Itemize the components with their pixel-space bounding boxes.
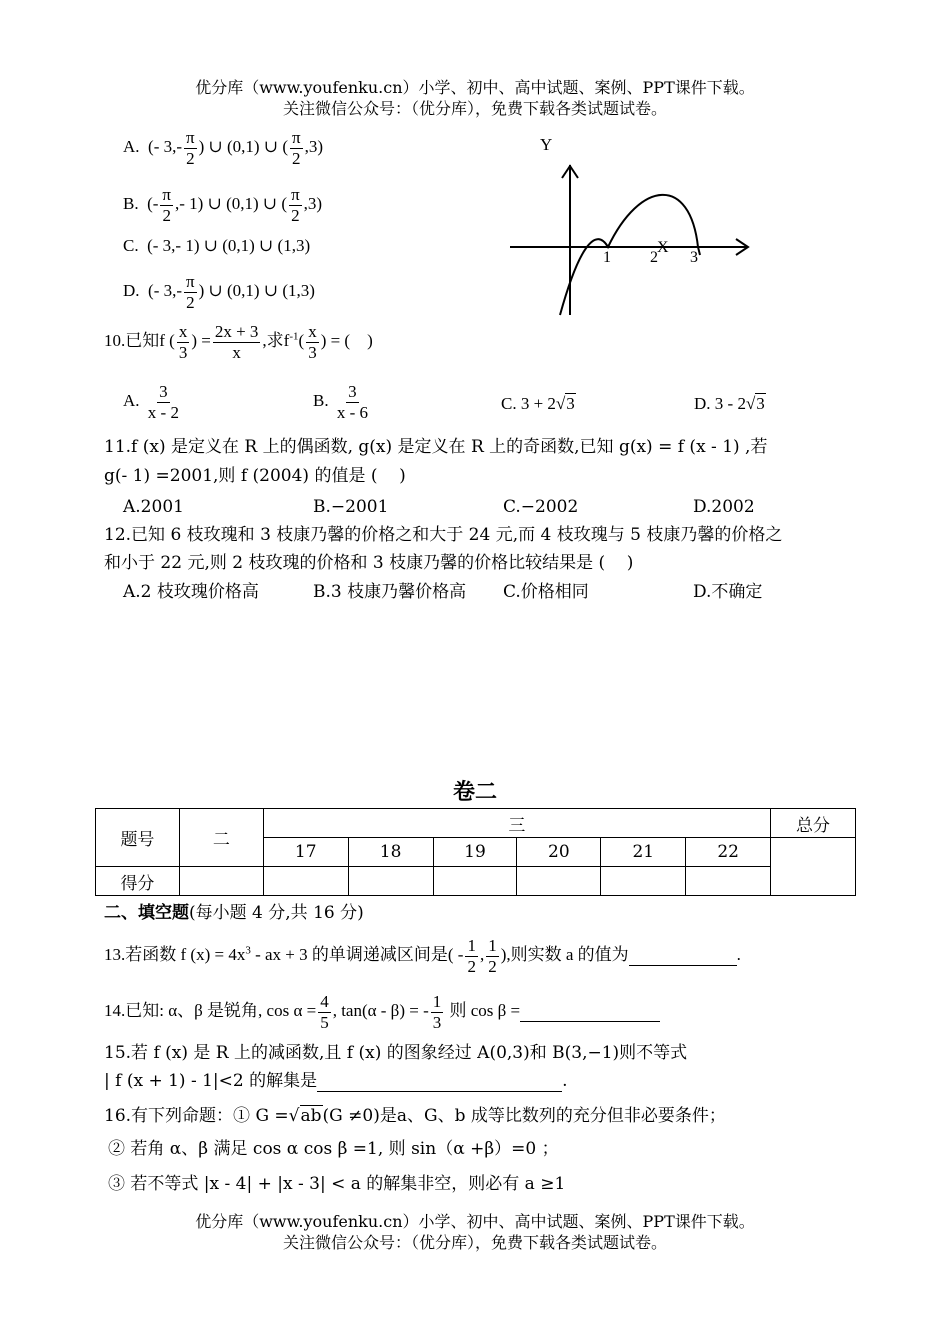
q15-line-1: 15.若 f (x) 是 R 上的减函数,且 f (x) 的图象经过 A(0,3)和 B(3,−1)则不等式	[104, 1043, 688, 1063]
table-header-number: 题号	[96, 809, 180, 867]
q14-answer-blank[interactable]	[520, 1001, 660, 1022]
table-score-label: 得分	[96, 867, 180, 896]
section-heading: 二、填空题(每小题 4 分,共 16 分)	[104, 903, 364, 923]
q11-option-a: A.2001	[123, 497, 184, 517]
q10-option-b: B. $\frac{3}{x - 6}$	[313, 382, 369, 422]
table-total-cell[interactable]	[771, 838, 856, 896]
q11-option-d: D.2002	[693, 497, 755, 517]
score-cell-22[interactable]	[686, 867, 771, 896]
q11-option-b: B.−2001	[313, 497, 389, 517]
tick-3: 3	[690, 249, 698, 266]
table-col-20: 20	[517, 838, 601, 867]
q9-option-a: A. (- 3,- $\frac{\pi}{2}$ ) ∪ (0,1) ∪ ( $\frac{\pi}{2}$ ,3)	[123, 128, 324, 168]
score-table	[95, 808, 856, 896]
q12-option-c: C.价格相同	[503, 582, 589, 602]
q12-line-1: 12.已知 6 枝玫瑰和 3 枝康乃馨的价格之和大于 24 元,而 4 枝玫瑰与 5 枝康乃馨的价格之	[104, 525, 783, 545]
q9-option-c: C. (- 3,- 1) ∪ (0,1) ∪ (1,3)	[123, 236, 311, 255]
q16-line-3: ③ 若不等式 |x - 4| + |x - 3| < a 的解集非空，则必有 a ≥1	[108, 1174, 566, 1194]
table-col-22: 22	[686, 838, 771, 867]
q14: 14.已知: α、β 是锐角, cos α = $\frac{4}{5}$ , tan(α - β) = - $\frac{1}{3}$ 则 cos β =	[104, 992, 660, 1032]
q9-option-d: D. (- 3,- $\frac{\pi}{2}$ ) ∪ (0,1) ∪ (1,3)	[123, 272, 315, 312]
q11-line-1: 11.f (x) 是定义在 R 上的偶函数, g(x) 是定义在 R 上的奇函数,已知 g(x) = f (x - 1) ,若	[104, 437, 768, 457]
q10-option-c: C. 3 + 2√3	[501, 394, 575, 413]
q15-answer-blank[interactable]	[317, 1071, 562, 1092]
q9-option-b: B. (- $\frac{\pi}{2}$ ,- 1) ∪ (0,1) ∪ ( $\frac{\pi}{2}$ ,3)	[123, 185, 323, 225]
header-line-2: 关注微信公众号：（优分库），免费下载各类试题试卷。	[282, 99, 667, 118]
q16-line-2: ② 若角 α、β 满足 cos α cos β =1, 则 sin（α +β）=0 ；	[108, 1139, 559, 1159]
q11-option-c: C.−2002	[503, 497, 579, 517]
tick-1: 1	[603, 249, 611, 266]
q10-option-a: A. $\frac{3}{x - 2}$	[123, 382, 179, 422]
table-col-21: 21	[601, 838, 686, 867]
score-cell-17[interactable]	[263, 867, 348, 896]
q10-option-d: D. 3 - 2√3	[694, 394, 765, 413]
score-cell-21[interactable]	[601, 867, 686, 896]
curve	[560, 195, 700, 315]
x-label: X	[657, 239, 669, 256]
tick-2: 2	[650, 249, 658, 266]
table-header-two: 二	[179, 809, 263, 867]
score-cell-18[interactable]	[348, 867, 433, 896]
function-graph	[500, 130, 760, 320]
y-label: Y	[540, 135, 553, 154]
score-cell-20[interactable]	[517, 867, 601, 896]
q12-option-d: D.不确定	[693, 582, 763, 602]
q16-line-1: 16.有下列命题：① G =√ab(G ≠0)是a、G、b 成等比数列的充分但非必要条件；	[104, 1106, 726, 1126]
q11-line-2: g(- 1) =2001,则 f (2004) 的值是 ( )	[104, 466, 406, 486]
score-cell-two[interactable]	[179, 867, 263, 896]
score-cell-19[interactable]	[433, 867, 517, 896]
header-line-1: 优分库（www.youfenku.cn）小学、初中、高中试题、案例、PPT课件下载。	[195, 78, 755, 97]
table-header-three: 三	[263, 809, 770, 838]
q12-option-b: B.3 枝康乃馨价格高	[313, 582, 467, 602]
q10-stem: 10.已知f ( $\frac{x}{3}$ ) = $\frac{2x + 3}{x}$ ,求$f^{-1}$( $\frac{x}{3}$ ) = ( )	[104, 322, 373, 362]
q12-line-2: 和小于 22 元,则 2 枝玫瑰的价格和 3 枝康乃馨的价格比较结果是 ( )	[104, 553, 634, 573]
q13: 13.若函数 f $(x) = 4x^3$ - ax + 3 的单调递减区间是( - $\frac{1}{2}$ , $\frac{1}{2}$ ),则实数 a 的值为 .	[104, 936, 741, 976]
table-col-18: 18	[348, 838, 433, 867]
footer-line-2: 关注微信公众号：（优分库），免费下载各类试题试卷。	[282, 1233, 667, 1252]
table-col-17: 17	[263, 838, 348, 867]
table-col-19: 19	[433, 838, 517, 867]
table-header-total: 总分	[771, 809, 856, 838]
q13-answer-blank[interactable]	[629, 945, 737, 966]
footer-line-1: 优分库（www.youfenku.cn）小学、初中、高中试题、案例、PPT课件下载。	[195, 1212, 755, 1231]
q12-option-a: A.2 枝玫瑰价格高	[123, 582, 259, 602]
part-two-title: 卷二	[452, 779, 497, 805]
q15-line-2: | f (x + 1) - 1|<2 的解集是 .	[104, 1071, 568, 1091]
